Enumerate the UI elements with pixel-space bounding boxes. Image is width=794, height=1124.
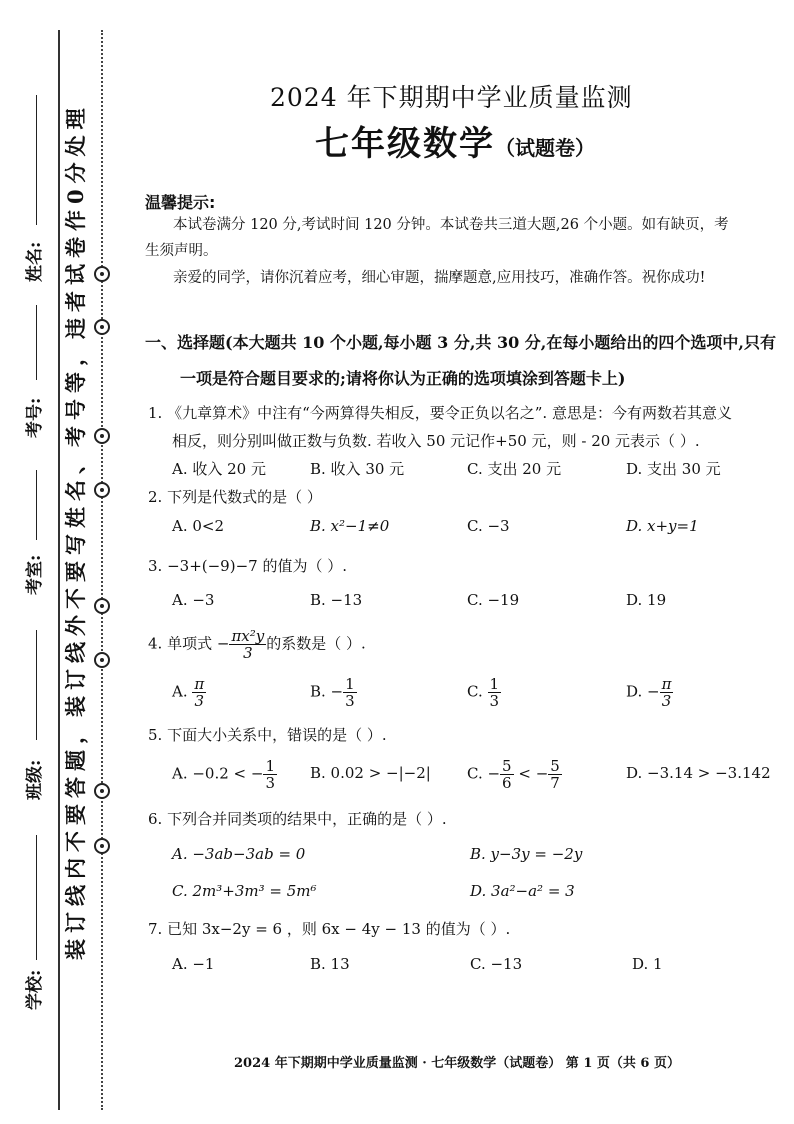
binding-hole (94, 598, 110, 614)
name-field[interactable] (36, 95, 37, 225)
exam-subject: 七年级数学（试题卷） (315, 124, 595, 164)
option-d[interactable]: D. 1 (632, 955, 663, 973)
option-a[interactable]: A. 收入 20 元 (172, 460, 266, 478)
tips-text: 生须声明。 (145, 243, 218, 259)
option-b[interactable]: B. x²−1≠0 (310, 517, 390, 535)
question-6-stem: 6. 下列合并同类项的结果中，正确的是（ ）. (148, 810, 447, 828)
number-field[interactable] (36, 305, 37, 380)
option-b[interactable]: B. − $\frac{1}{3}$ (310, 675, 355, 710)
binding-hole (94, 482, 110, 498)
class-label: 班级: (25, 759, 45, 800)
option-c[interactable]: C. $\frac{1}{3}$ (467, 675, 500, 710)
option-a[interactable]: A. −0.2 < − $\frac{1}{3}$ (172, 757, 276, 792)
option-d[interactable]: D. x+y=1 (626, 517, 699, 535)
option-c[interactable]: C. −3 (467, 517, 510, 535)
fraction: $\frac{\text{πx²y}}{3}$ (231, 627, 265, 662)
class-field[interactable] (36, 630, 37, 740)
page-footer: 2024 年下期期中学业质量监测 · 七年级数学（试题卷） 第 1 页（共 6 页） (233, 1056, 680, 1071)
option-b[interactable]: B. 0.02 > −|−2| (310, 764, 431, 782)
option-c[interactable]: C. −13 (470, 955, 523, 973)
option-c[interactable]: C. − $\frac{5}{6}$ < − $\frac{5}{7}$ (467, 757, 560, 792)
option-c[interactable]: C. 2m³+3m³ = 5m⁶ (172, 882, 317, 900)
binding-hole (94, 266, 110, 282)
option-d[interactable]: D. 3a²−a² = 3 (470, 882, 575, 900)
option-a[interactable]: A. −3 (172, 591, 215, 609)
binding-hole (94, 652, 110, 668)
option-b[interactable]: B. 13 (310, 955, 350, 973)
option-a[interactable]: A. 0<2 (172, 517, 225, 535)
option-b[interactable]: B. 收入 30 元 (310, 460, 405, 478)
tips-heading: 温馨提示: (145, 193, 216, 212)
question-7-stem: 7. 已知 3x−2y = 6 ，则 6x − 4y − 13 的值为（ ）. (148, 920, 511, 938)
tips-text: 亲爱的同学，请你沉着应考，细心审题，揣摩题意,应用技巧，准确作答。祝你成功! (173, 270, 706, 286)
section-heading: 一项是符合题目要求的;请将你认为正确的选项填涂到答题卡上) (180, 369, 626, 388)
question-4-stem: 4. 单项式 − $\frac{\text{πx²y}}{3}$ 的系数是（ ）. (148, 627, 366, 662)
option-c[interactable]: C. 支出 20 元 (467, 460, 562, 478)
option-d[interactable]: D. 19 (626, 591, 667, 609)
room-label: 考室: (25, 554, 45, 595)
binding-hole (94, 838, 110, 854)
option-a[interactable]: A. −1 (172, 955, 215, 973)
option-b[interactable]: B. y−3y = −2y (470, 845, 583, 863)
option-a[interactable]: A. $\frac{\pi}{3}$ (172, 675, 205, 710)
tips-text: 本试卷满分 120 分,考试时间 120 分钟。本试卷共三道大题,26 个小题。如有缺页，考 (173, 217, 729, 233)
option-a[interactable]: A. −3ab−3ab = 0 (172, 845, 306, 863)
binding-warning: 装订线内不要答题，装订线外不要写姓名、考号等，违者试卷作0分处理 (63, 102, 88, 960)
binding-hole (94, 428, 110, 444)
binding-hole (94, 319, 110, 335)
question-3-stem: 3. −3+(−9)−7 的值为（ ）. (148, 557, 347, 575)
option-c[interactable]: C. −19 (467, 591, 520, 609)
question-1-stem: 1. 《九章算术》中注有“今两算得失相反，要令正负以名之”. 意思是：今有两数若其意义 (148, 404, 732, 422)
school-label: 学校: (25, 969, 45, 1010)
binding-dotted-line (101, 30, 103, 1110)
section-heading: 一、选择题(本大题共 10 个小题,每小题 3 分,共 30 分,在每小题给出的四个选项中,只有 (145, 333, 776, 352)
name-label: 姓名: (25, 241, 45, 282)
number-label: 考号: (25, 397, 45, 438)
option-b[interactable]: B. −13 (310, 591, 363, 609)
option-d[interactable]: D. 支出 30 元 (626, 460, 721, 478)
room-field[interactable] (36, 470, 37, 540)
school-field[interactable] (36, 835, 37, 960)
question-1-stem: 相反，则分别叫做正数与负数. 若收入 50 元记作+50 元，则 - 20 元表示（ ）. (172, 432, 700, 450)
question-5-stem: 5. 下面大小关系中，错误的是（ ）. (148, 726, 387, 744)
option-d[interactable]: D. −3.14 > −3.142 (626, 764, 771, 782)
exam-title: 2024 年下期期中学业质量监测 (270, 83, 633, 112)
option-d[interactable]: D. − $\frac{\pi}{3}$ (626, 675, 672, 710)
question-2-stem: 2. 下列是代数式的是（ ） (148, 488, 322, 506)
binding-hole (94, 783, 110, 799)
